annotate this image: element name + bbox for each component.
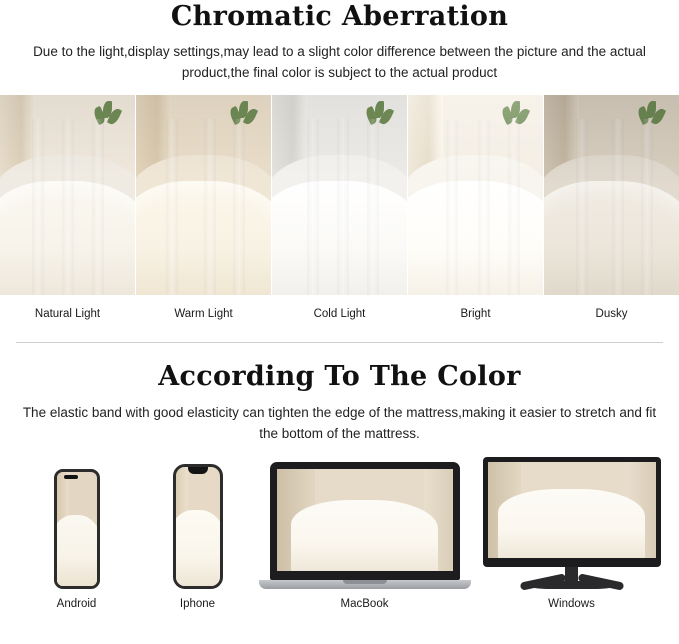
section-chromatic-aberration [0, 1, 679, 326]
device-iphone [142, 464, 254, 610]
lighting-photo-natural-light [0, 95, 135, 295]
lighting-sample [136, 95, 271, 326]
iphone-notch-icon [188, 467, 208, 474]
android-screen-photo [57, 472, 97, 586]
android-phone-frame [54, 469, 100, 589]
lighting-caption: Warm Light [174, 308, 233, 320]
lighting-sample [0, 95, 135, 326]
lighting-caption: Dusky [595, 308, 628, 320]
section-according-to-the-color [0, 361, 679, 610]
section-divider [16, 342, 663, 343]
laptop-base [259, 580, 471, 589]
android-camera-icon [64, 475, 78, 479]
section-title: According To The Color [158, 361, 521, 392]
device-macbook [254, 462, 476, 610]
lighting-sample [408, 95, 543, 326]
lighting-caption: Natural Light [34, 308, 101, 320]
monitor-panel [483, 457, 661, 567]
iphone-screen-photo [176, 467, 220, 586]
device-comparison-row [0, 460, 679, 610]
monitor-screen-photo [488, 462, 656, 558]
lighting-photo-bright [408, 95, 543, 295]
lighting-photo-dusky [544, 95, 679, 295]
lighting-photo-warm-light [136, 95, 271, 295]
page-title: Chromatic Aberration [170, 1, 509, 32]
laptop-lid [270, 462, 460, 580]
monitor-stand [526, 581, 618, 589]
lighting-caption: Cold Light [313, 308, 366, 320]
iphone-frame [173, 464, 223, 589]
lighting-sample [272, 95, 407, 326]
device-windows-monitor [476, 457, 668, 610]
device-label: Windows [548, 598, 595, 610]
monitor-neck [565, 567, 578, 581]
lighting-caption: Bright [460, 308, 491, 320]
lighting-comparison-strip [0, 95, 679, 326]
laptop-frame [259, 462, 471, 589]
device-android [12, 469, 142, 610]
device-label: MacBook [340, 598, 389, 610]
monitor-frame [483, 457, 661, 589]
lighting-sample [544, 95, 679, 326]
elastic-band-description: The elastic band with good elasticity can tighten the edge of the mattress,making it easier to stretch and fit the bottom of the mattress. [22, 405, 657, 441]
laptop-screen-photo [277, 469, 453, 571]
chromatic-aberration-description: Due to the light,display settings,may lead to a slight color difference between the picture and the actual product,the final color is subject to the actual product [33, 44, 646, 80]
product-description-page [0, 1, 679, 644]
device-label: Android [56, 598, 97, 610]
lighting-photo-cold-light [272, 95, 407, 295]
device-label: Iphone [179, 598, 216, 610]
